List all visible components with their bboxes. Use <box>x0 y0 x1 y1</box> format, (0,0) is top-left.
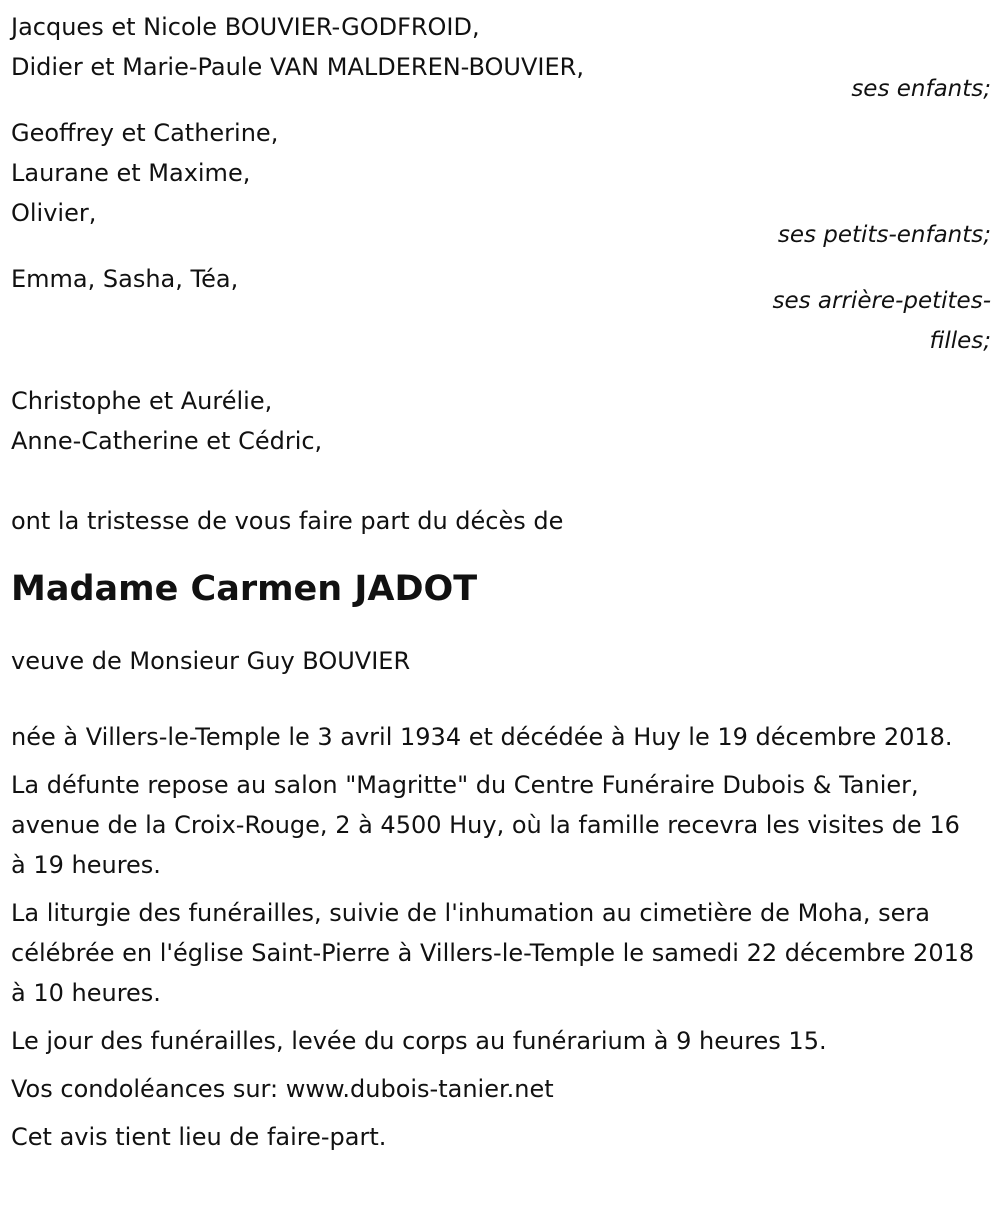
relation-label: ses enfants; <box>851 76 991 102</box>
great-grandchildren-section <box>11 259 991 361</box>
deceased-name: Madame Carmen JADOT <box>11 569 478 609</box>
relation-label: ses arrière-petites- <box>772 288 991 314</box>
family-line: Laurane et Maxime, <box>11 159 251 187</box>
notice-paragraph: Cet avis tient lieu de faire-part. <box>11 1123 387 1151</box>
family-line: Anne-Catherine et Cédric, <box>11 427 323 455</box>
grandchildren-section <box>11 113 991 255</box>
family-line: Didier et Marie-Paule VAN MALDEREN-BOUVIER, <box>11 53 584 81</box>
widow-of-text: veuve de Monsieur Guy BOUVIER <box>11 647 411 675</box>
family-line: Emma, Sasha, Téa, <box>11 265 239 293</box>
family-line: Olivier, <box>11 199 97 227</box>
levee-paragraph: Le jour des funérailles, levée du corps au funérarium à 9 heures 15. <box>11 1027 827 1055</box>
obituary-notice <box>11 7 991 1157</box>
children-section <box>11 7 991 109</box>
other-relatives-section <box>11 381 991 461</box>
condolences-paragraph: Vos condoléances sur: www.dubois-tanier.net <box>11 1075 554 1103</box>
family-line: Geoffrey et Catherine, <box>11 119 279 147</box>
relation-label: filles; <box>929 328 991 354</box>
family-line: Jacques et Nicole BOUVIER-GODFROID, <box>11 13 480 41</box>
relation-label: ses petits-enfants; <box>777 222 991 248</box>
family-line: Christophe et Aurélie, <box>11 387 273 415</box>
announcement-text: ont la tristesse de vous faire part du décès de <box>11 507 564 535</box>
liturgy-paragraph: La liturgie des funérailles, suivie de l'inhumation au cimetière de Moha, sera célébrée en l'église Saint-Pierre à Villers-le-Temple le samedi 22 décembre 2018 à 10 heures. <box>11 899 975 1007</box>
resting-place-paragraph: La défunte repose au salon "Magritte" du Centre Funéraire Dubois & Tanier, avenue de la Croix-Rouge, 2 à 4500 Huy, où la famille recevra les visites de 16 à 19 heures. <box>11 771 960 879</box>
birth-death-paragraph: née à Villers-le-Temple le 3 avril 1934 et décédée à Huy le 19 décembre 2018. <box>11 723 953 751</box>
